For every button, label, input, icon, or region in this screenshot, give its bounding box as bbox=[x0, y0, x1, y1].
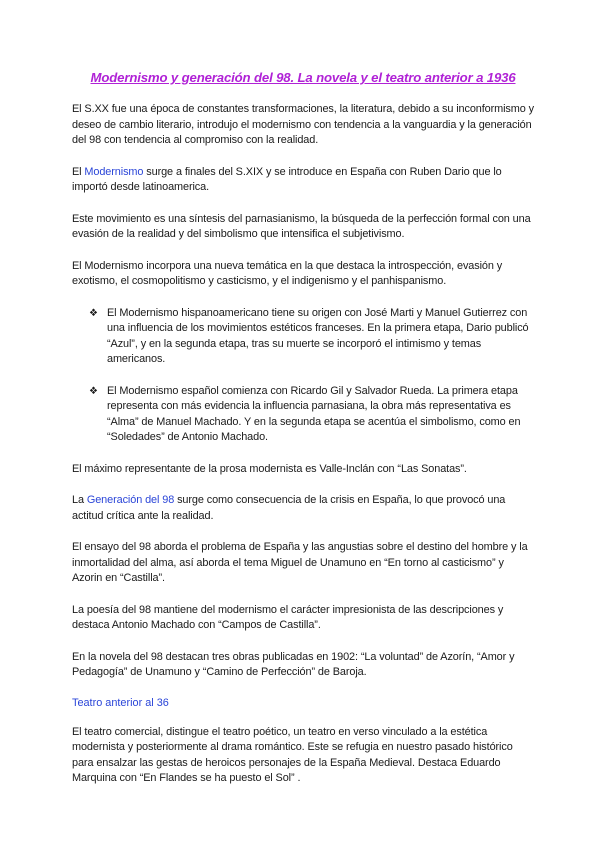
paragraph-modernismo bbox=[72, 165, 534, 196]
list-item bbox=[72, 306, 534, 368]
section-heading-teatro: Teatro anterior al 36 bbox=[72, 696, 169, 709]
list-item bbox=[72, 384, 534, 446]
paragraph-intro: El S.XX fue una época de constantes transformaciones, la literatura, debido a su inconformismo y deseo de cambio literario, introdujo el modernismo con tendencia a la vanguardia y la generación del 98 con tendencia al compromiso con la realidad. bbox=[72, 103, 534, 146]
text-segment: El bbox=[72, 165, 85, 178]
document-page bbox=[72, 70, 534, 803]
text-segment: surge a finales del S.XIX y se introduce en España con Ruben Dario que lo importó desde latinoamerica. bbox=[72, 165, 502, 193]
diamond-bullet-icon: ❖ bbox=[89, 385, 98, 397]
bullet-list bbox=[72, 306, 534, 446]
paragraph-ensayo: El ensayo del 98 aborda el problema de España y las angustias sobre el destino del hombre y la inmortalidad del alma, así aborda el tema Miguel de Unamuno en “En torno al casticismo” y Azorin en “Castilla”. bbox=[72, 541, 528, 584]
list-item-text: El Modernismo hispanoamericano tiene su origen con José Marti y Manuel Gutierrez con una influencia de los movimientos estéticos franceses. En la primera etapa, Dario publicó “Azul”, y en la segunda etapa, tras su muerte se incorporó el intimismo y temas americanos. bbox=[107, 306, 529, 365]
paragraph-tematica: El Modernismo incorpora una nueva temática en la que destaca la introspección, evasión y exotismo, el cosmopolitismo y casticismo, y el indigenismo y el panhispanismo. bbox=[72, 259, 503, 287]
paragraph-generacion bbox=[72, 493, 534, 524]
highlight-modernismo: Modernismo bbox=[84, 165, 144, 178]
text-segment: surge como consecuencia de la crisis en España, lo que provocó una actitud crítica ante la realidad. bbox=[72, 494, 506, 522]
paragraph-poesia: La poesía del 98 mantiene del modernismo el carácter impresionista de las descripciones y destaca Antonio Machado con “Campos de Castilla”. bbox=[72, 603, 504, 631]
document-title: Modernismo y generación del 98. La novela y el teatro anterior a 1936 bbox=[90, 70, 516, 85]
paragraph-novela: En la novela del 98 destacan tres obras publicadas en 1902: “La voluntad” de Azorín, “Amor y Pedagogía” de Unamuno y “Camino de Perfección” de Baroja. bbox=[72, 650, 515, 678]
text-segment: La bbox=[72, 494, 87, 506]
diamond-bullet-icon: ❖ bbox=[89, 307, 98, 319]
paragraph-sintesis: Este movimiento es una síntesis del parnasianismo, la búsqueda de la perfección formal con una evasión de la realidad y del simbolismo que intensifica el subjetivismo. bbox=[72, 212, 531, 240]
highlight-generacion: Generación del 98 bbox=[86, 494, 175, 506]
paragraph-teatro: El teatro comercial, distingue el teatro poético, un teatro en verso vinculado a la estética modernista y posteriormente al drama romántico. Este se refugia en nuestro pasado histórico para ensalzar las gestas de heroicos personajes de la España Medieval. Destaca Eduardo Marquina con “En Flandes se ha puesto el Sol” . bbox=[72, 725, 513, 784]
list-item-text: El Modernismo español comienza con Ricardo Gil y Salvador Rueda. La primera etapa representa con más evidencia la influencia parnasiana, la obra más representativa es “Alma” de Manuel Machado. Y en la segunda etapa se acentúa el simbolismo, como en “Soledades” de Antonio Machado. bbox=[107, 384, 521, 443]
paragraph-prosa: El máximo representante de la prosa modernista es Valle-Inclán con “Las Sonatas”. bbox=[72, 462, 467, 475]
